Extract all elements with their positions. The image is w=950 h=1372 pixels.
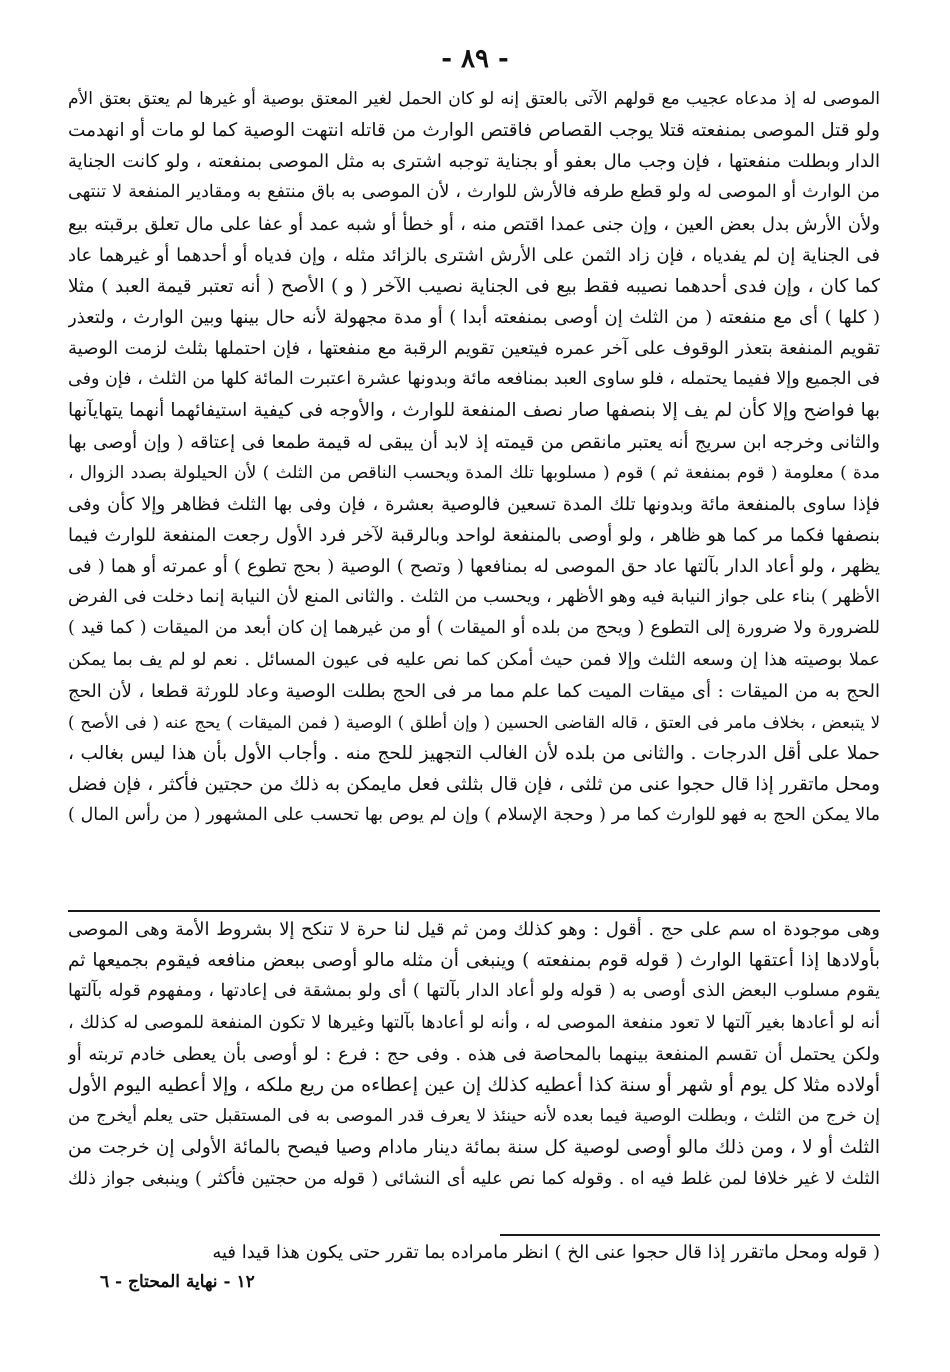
commentary-line: ولكن يحتمل أن تقسم المنفعة بينهما بالمحاصة فى هذه . وفى حج : فرع : لو أوصى بأن يعطى خادم تربته أو — [68, 1043, 880, 1065]
main-text-line: ومحل ماتقرر إذا قال حجوا عنى من ثلثى ، فإن قال بثلثى فعل مايمكن به ذلك من حجتين فأكثر ، فإن فضل — [68, 774, 880, 796]
main-text-line: والثانى وخرجه ابن سريج أنه يعتبر مانقص من قيمته إذ لابد أن يبقى له قيمة طمعا فى إعتاقه ( وإن أوصى بها — [68, 431, 880, 453]
footnote-divider — [500, 1234, 880, 1236]
main-text-line: تقويم المنفعة بتعذر الوقوف على آخر عمره فيتعين تقويم الرقبة مع منفعتها ، فإن احتملها بثلث لزمت الوصية — [68, 338, 880, 360]
commentary-line: بأولادها إذا أعتقها الوارث ( قوله قوم بمنفعته ) وينبغى أن مثله مالو أوصى ببعض منافعه فيقوم بجميعها ثم — [68, 950, 880, 972]
main-text-block — [68, 84, 880, 831]
commentary-divider — [68, 910, 880, 912]
main-text-line: فى الجميع وإلا ففيما يحتمله ، فلو ساوى العبد بمنافعه مائة وبدونها عشرة اعتبرت المائة كلها من الثلث ، فإن وفى — [68, 369, 880, 390]
commentary-line: وهى موجودة اه سم على حج . أقول : وهو كذلك ومن ثم قيل لنا حرة لا تنكح إلا بشروط الأمة وهى الموصى — [68, 919, 880, 940]
main-text-line: من الوارث أو الموصى له ولو قطع طرفه فالأرش للوارث ، لأن الموصى به باق منتفع به ومقادير المنفعة لا تنتهى — [68, 182, 880, 203]
main-text-line: مدة ) معلومة ( قوم بمنفعة ثم ) قوم ( مسلوبها تلك المدة ويحسب الناقص من الثلث ) لأن الحيلولة بصدد الزوال ، — [68, 462, 880, 483]
commentary-line: يقوم مسلوب البعض الذى أوصى به ( قوله ولو أعاد الدار بآلتها ) أى ولو بمشقة فى إعادتها ، ومفهوم قوله بآلتها — [68, 981, 880, 1002]
commentary-line: الثلث أو لا ، ومن ذلك مالو أوصى لوصية كل سنة بمائة دينار مادام وصيا فيصح بالمائة الأولى إن خرجت من — [68, 1137, 880, 1159]
footnote-text: ( قوله ومحل ماتقرر إذا قال حجوا عنى الخ ) انظر مامراده بما تقرر حتى يكون هذا قيدا فيه — [212, 1242, 880, 1263]
main-text-line: لا يتبعض ، بخلاف مامر فى العتق ، قاله القاضى الحسين ( وإن أطلق ) الوصية ( فمن الميقات ) يحج عنه ( فى الأصح ) — [68, 712, 880, 732]
main-text-line: الأظهر ) بناء على جواز النيابة فيه وهو الأظهر ، ويحسب من الثلث . والثانى المنع لأن النيابة إنما دخلت فى الفرض — [68, 587, 880, 608]
main-text-line: بنصفها فكما مر كما هو ظاهر ، ولو أوصى بالمنفعة لواحد وبالرقبة لآخر فرد الأول رجعت المنفعة للوارث فيما — [68, 524, 880, 546]
main-text-line: للضرورة ولا ضرورة إلى التطوع ( ويحج من بلده أو الميقات ) أو من غيرهما إن كان أبعد من الميقات ( كما قيد ) — [68, 618, 880, 639]
printer-signature: ١٢ - نهاية المحتاج - ٦ — [100, 1272, 255, 1292]
commentary-block — [68, 914, 880, 1195]
main-text-line: ( كلها ) أى مع منفعته ( من الثلث إن أوصى بمنفعته أبدا ) أو مدة مجهولة لأنه حال بينها وبين الوارث ، ولتعذر — [68, 306, 880, 328]
main-text-line: ولو قتل الموصى بمنفعته قتلا يوجب القصاص فاقتص الوارث من قاتله انتهت الوصية كما لو مات أو انهدمت — [68, 120, 880, 142]
commentary-line: الثلث لا غير خلافا لمن غلط فيه اه . وقوله كما نص عليه أى النشائى ( قوله من حجتين فأكثر ) وينبغى جواز ذلك — [68, 1168, 880, 1189]
main-text-line: فإذا ساوى بالمنفعة مائة وبدونها تلك المدة تسعين فالوصية بعشرة ، فإن وفى بها الثلث فظاهر وإلا كأن وفى — [68, 493, 880, 515]
page-number: - ٨٩ - — [441, 44, 509, 74]
commentary-line: إن خرج من الثلث ، وبطلت الوصية فيما بعده لأنه حينئذ لا يعرف قدر الموصى به فى المستقبل حتى يعلم أيخرج من — [68, 1106, 880, 1127]
main-text-line: بها فواضح وإلا كأن لم يف إلا بنصفها صار نصف المنفعة للوارث ، والأوجه فى كيفية استيفائهما أنهما يتهايآنها — [68, 400, 880, 422]
main-text-line: الدار وبطلت منفعتها ، فإن وجب مال بعفو أو بجناية توجبه اشترى به مثل الموصى بمنفعته ، ولو كانت الجناية — [68, 151, 880, 173]
main-text-line: حملا على أقل الدرجات . والثانى من بلده لأن الغالب التجهيز للحج منه . وأجاب الأول بأن هذا ليس بغالب ، — [68, 742, 880, 764]
commentary-line: أنه لو أعادها بغير آلتها لا تعود منفعة الموصى له ، وأنه لو أعادها بآلتها وغيرها لا تكون المنفعة للموصى له كذلك ، — [68, 1012, 880, 1033]
main-text-line: مالا يمكن الحج به فهو للوارث كما مر ( وحجة الإسلام ) وإن لم يوص بها تحسب على المشهور ( من رأس المال ) — [68, 805, 880, 826]
main-text-line: كما كان ، وإن فدى أحدهما نصيبه فقط بيع فى الجناية نصيب الآخر ( و ) الأصح ( أنه تعتبر قيمة العبد ) مثلا — [68, 275, 880, 297]
main-text-line: يظهر ، ولو أعاد الدار بآلتها عاد حق الموصى له بمنافعها ( وتصح ) الوصية ( بحج تطوع ) أو عمرته أو هما ( فى — [68, 556, 880, 578]
commentary-line: أولاده مثلا كل يوم أو شهر أو سنة كذا أعطيه كذلك إن عين إعطاءه من ريع ملكه ، وإلا أعطيه اليوم الأول — [68, 1073, 880, 1096]
main-text-line: عملا بوصيته هذا إن وسعه الثلث وإلا فمن حيث أمكن كما نص عليه فى عيون المسائل . نعم لو لم يف بما يمكن — [68, 649, 880, 670]
main-text-line: الموصى له إذ مدعاه عجيب مع قولهم الآتى بالعتق إنه لو كان الحمل لغير المعتق بوصية أو غيرها لم يعتق بعتق الأم — [68, 89, 880, 109]
main-text-line: ولأن الأرش بدل بعض العين ، وإن جنى عمدا اقتص منه ، أو خطأ أو شبه عمد أو عفا على مال تعلق برقبته بيع — [68, 213, 880, 235]
main-text-line: الحج به من الميقات : أى ميقات الميت كما علم مما مر فى الحج بطلت الوصية وعاد للورثة قطعا ، لأن الحج — [68, 680, 880, 702]
main-text-line: فى الجناية إن لم يفدياه ، فإن زاد الثمن على الأرش اشترى بالزائد مثله ، وإن فدياه أو أحدهما أو غيرهما عاد — [68, 244, 880, 266]
